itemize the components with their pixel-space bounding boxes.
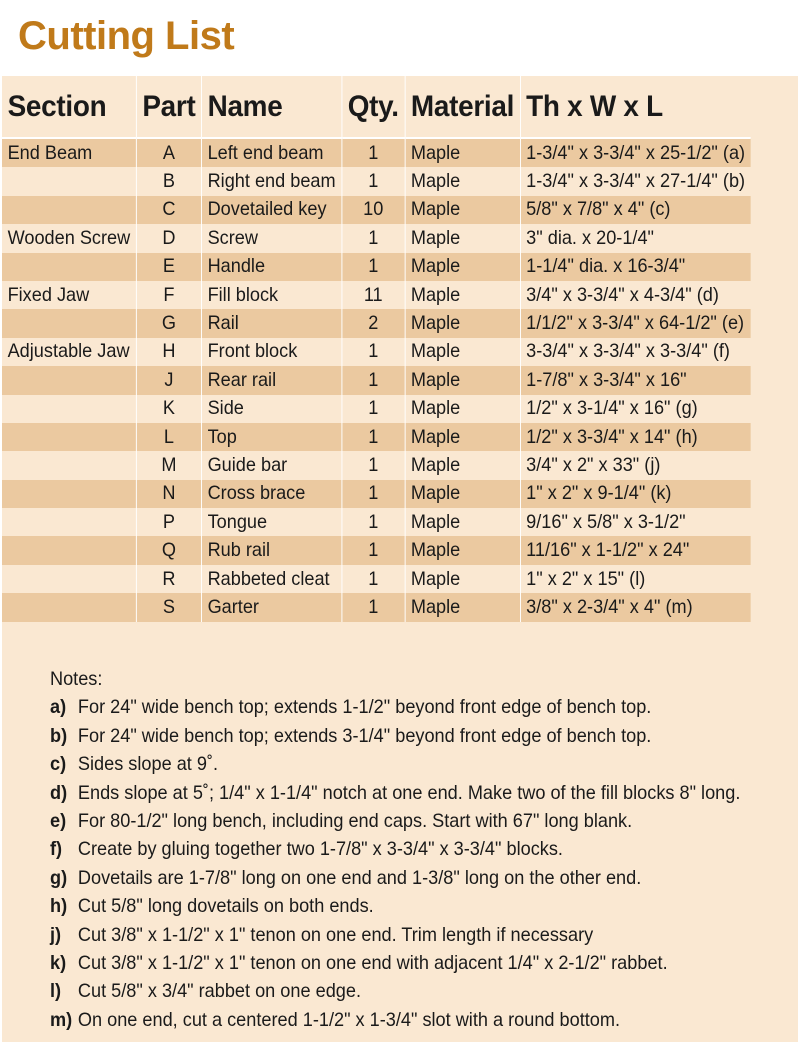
cell-part: F xyxy=(136,281,201,309)
cell-material: Maple xyxy=(405,366,520,394)
cell-name: Rabbeted cleat xyxy=(202,565,342,593)
cell-material: Maple xyxy=(405,309,520,337)
cell-dimensions: 11/16" x 1-1/2" x 24" xyxy=(526,539,690,562)
cell-name: Front block xyxy=(202,338,342,366)
cell-dimensions: 1-3/4" x 3-3/4" x 25-1/2" (a) xyxy=(520,138,751,167)
cell-name: Cross brace xyxy=(202,480,342,508)
table-row xyxy=(2,480,751,508)
cell-section xyxy=(2,536,136,564)
cell-part: E xyxy=(136,253,201,281)
table-header-row xyxy=(2,76,751,138)
header-name: Name xyxy=(202,76,342,138)
note-key: f) xyxy=(50,838,63,861)
cell-dimensions: 1" x 2" x 9-1/4" (k) xyxy=(526,482,672,505)
cell-dimensions: 3/8" x 2-3/4" x 4" (m) xyxy=(526,595,693,618)
note-item xyxy=(50,835,738,863)
cell-section xyxy=(2,366,136,394)
cell-material: Maple xyxy=(405,508,520,536)
cell-material: Maple xyxy=(405,281,520,309)
cell-section xyxy=(2,565,136,593)
table-row xyxy=(2,253,751,281)
cell-qty: 1 xyxy=(342,395,405,423)
cell-material: Maple xyxy=(405,451,520,479)
cell-section xyxy=(2,593,136,621)
cell-part: N xyxy=(136,480,201,508)
note-key: l) xyxy=(50,980,62,1003)
note-text: Cut 3/8" x 1-1/2" x 1" tenon on one end. Trim length if necessary xyxy=(77,923,594,946)
cell-dimensions: 1/1/2" x 3-3/4" x 64-1/2" (e) xyxy=(526,312,745,335)
header-dimensions: Th x W x L xyxy=(526,89,663,123)
cell-part: D xyxy=(136,224,201,252)
note-item xyxy=(50,693,738,721)
cell-qty: 1 xyxy=(342,508,405,536)
cell-name: Fill block xyxy=(202,281,342,309)
notes-heading: Notes: xyxy=(50,668,103,690)
table-row xyxy=(2,395,751,423)
cell-material: Maple xyxy=(405,593,520,621)
cell-qty: 1 xyxy=(342,451,405,479)
table-row xyxy=(2,536,751,564)
cell-name: Tongue xyxy=(202,508,342,536)
cell-dimensions: 3" dia. x 20-1/4" xyxy=(526,226,654,249)
cell-section xyxy=(2,508,136,536)
header-section: Section xyxy=(2,76,136,138)
table-row xyxy=(2,224,751,252)
note-key: e) xyxy=(50,810,67,833)
cell-part: B xyxy=(136,167,201,195)
cell-qty: 1 xyxy=(342,366,405,394)
cell-part: G xyxy=(136,309,201,337)
note-key: k) xyxy=(50,952,67,975)
cell-material: Maple xyxy=(405,565,520,593)
note-item xyxy=(50,977,738,1005)
table-row xyxy=(2,138,751,167)
note-text: Cut 3/8" x 1-1/2" x 1" tenon on one end with adjacent 1/4" x 2-1/2" rabbet. xyxy=(77,952,668,975)
cell-name: Rear rail xyxy=(202,366,342,394)
cell-name: Side xyxy=(202,395,342,423)
cell-name: Top xyxy=(202,423,342,451)
cell-part: S xyxy=(136,593,201,621)
table-row xyxy=(2,423,751,451)
table-row xyxy=(2,593,751,621)
cell-material: Maple xyxy=(405,395,520,423)
note-item xyxy=(50,779,741,807)
cell-qty: 2 xyxy=(342,309,405,337)
cell-section: Wooden Screw xyxy=(2,224,136,252)
cell-qty: 1 xyxy=(342,536,405,564)
note-item xyxy=(50,921,738,949)
cell-name: Rub rail xyxy=(202,536,342,564)
cell-dimensions: 3/4" x 2" x 33" (j) xyxy=(526,453,661,476)
cell-dimensions: 1-3/4" x 3-3/4" x 27-1/4" (b) xyxy=(526,170,746,193)
note-text: For 80-1/2" long bench, including end caps. Start with 67" long blank. xyxy=(77,810,633,833)
note-item xyxy=(50,750,738,778)
cell-qty: 1 xyxy=(342,565,405,593)
cell-section: Adjustable Jaw xyxy=(2,338,136,366)
note-item xyxy=(50,807,738,835)
cell-section xyxy=(2,480,136,508)
table-row xyxy=(2,196,751,224)
note-text: Ends slope at 5˚; 1/4" x 1-1/4" notch at one end. Make two of the fill blocks 8" long. xyxy=(77,781,741,804)
cell-dimensions: 3-3/4" x 3-3/4" x 3-3/4" (f) xyxy=(526,340,730,363)
note-key: m) xyxy=(50,1008,73,1031)
cell-part: P xyxy=(136,508,201,536)
cell-qty: 1 xyxy=(342,224,405,252)
cell-qty: 1 xyxy=(342,480,405,508)
table-row xyxy=(2,366,751,394)
cell-dimensions: 1/2" x 3-3/4" x 14" (h) xyxy=(526,425,698,448)
note-text: Dovetails are 1-7/8" long on one end and 1-3/8" long on the other end. xyxy=(77,866,642,889)
cell-qty: 1 xyxy=(342,423,405,451)
note-text: For 24" wide bench top; extends 1-1/2" beyond front edge of bench top. xyxy=(77,696,652,719)
cell-section: End Beam xyxy=(2,138,136,167)
cell-section xyxy=(2,167,136,195)
note-item xyxy=(50,949,738,977)
note-key: h) xyxy=(50,895,68,918)
cell-dimensions: 1" x 2" x 15" (l) xyxy=(526,567,646,590)
cell-dimensions: 1/2" x 3-1/4" x 16" (g) xyxy=(526,397,698,420)
cutting-list-table xyxy=(2,76,751,622)
cell-name: Handle xyxy=(202,253,342,281)
cell-qty: 1 xyxy=(342,338,405,366)
cell-qty: 1 xyxy=(342,167,405,195)
cell-part: K xyxy=(136,395,201,423)
cell-qty: 1 xyxy=(342,138,405,167)
table-row xyxy=(2,338,751,366)
cell-section xyxy=(2,309,136,337)
header-material: Material xyxy=(405,76,520,138)
cell-dimensions: 3/4" x 3-3/4" x 4-3/4" (d) xyxy=(526,283,719,306)
cell-section xyxy=(2,423,136,451)
cell-material: Maple xyxy=(405,423,520,451)
cell-qty: 1 xyxy=(342,253,405,281)
cell-section xyxy=(2,395,136,423)
note-item xyxy=(50,722,738,750)
cell-part: R xyxy=(136,565,201,593)
cell-part: H xyxy=(136,338,201,366)
cell-dimensions: 5/8" x 7/8" x 4" (c) xyxy=(526,198,671,221)
cell-section: Fixed Jaw xyxy=(2,281,136,309)
cell-name: Rail xyxy=(202,309,342,337)
note-text: Cut 5/8" x 3/4" rabbet on one edge. xyxy=(77,980,361,1003)
header-qty: Qty. xyxy=(342,76,405,138)
cell-part: M xyxy=(136,451,201,479)
cell-name: Left end beam xyxy=(202,138,342,167)
note-text: For 24" wide bench top; extends 3-1/4" beyond front edge of bench top. xyxy=(77,724,652,747)
cell-part: J xyxy=(136,366,201,394)
cell-name: Garter xyxy=(202,593,342,621)
cell-name: Guide bar xyxy=(202,451,342,479)
note-text: Create by gluing together two 1-7/8" x 3-3/4" x 3-3/4" blocks. xyxy=(77,838,563,861)
note-text: Sides slope at 9˚. xyxy=(77,753,219,776)
table-row xyxy=(2,451,751,479)
cell-dimensions: 1-1/4" dia. x 16-3/4" xyxy=(526,255,686,278)
cell-name: Right end beam xyxy=(202,167,342,195)
cell-part: C xyxy=(136,196,201,224)
cell-qty: 10 xyxy=(342,196,405,224)
header-part: Part xyxy=(136,76,201,138)
note-key: c) xyxy=(50,753,67,776)
cell-material: Maple xyxy=(405,253,520,281)
note-key: b) xyxy=(50,724,68,747)
table-row xyxy=(2,281,751,309)
table-row xyxy=(2,565,751,593)
cell-qty: 11 xyxy=(342,281,405,309)
cell-part: L xyxy=(136,423,201,451)
cell-dimensions: 1-7/8" x 3-3/4" x 16" xyxy=(526,368,687,391)
cell-dimensions: 9/16" x 5/8" x 3-1/2" xyxy=(526,510,686,533)
cell-material: Maple xyxy=(405,536,520,564)
cell-material: Maple xyxy=(405,480,520,508)
note-key: g) xyxy=(50,866,68,889)
note-item xyxy=(50,892,738,920)
note-text: Cut 5/8" long dovetails on both ends. xyxy=(77,895,374,918)
cell-section xyxy=(2,196,136,224)
cell-qty: 1 xyxy=(342,593,405,621)
note-key: a) xyxy=(50,696,67,719)
cell-name: Screw xyxy=(202,224,342,252)
cell-section xyxy=(2,253,136,281)
cell-part: A xyxy=(136,138,201,167)
cell-section xyxy=(2,451,136,479)
note-key: j) xyxy=(50,923,62,946)
cell-material: Maple xyxy=(405,138,520,167)
cell-material: Maple xyxy=(405,196,520,224)
cell-material: Maple xyxy=(405,224,520,252)
cell-part: Q xyxy=(136,536,201,564)
page-title: Cutting List xyxy=(18,14,235,58)
cell-material: Maple xyxy=(405,167,520,195)
notes-section xyxy=(50,665,790,1034)
table-row xyxy=(2,167,751,195)
table-row xyxy=(2,309,751,337)
cell-name: Dovetailed key xyxy=(202,196,342,224)
note-item xyxy=(50,864,738,892)
cell-material: Maple xyxy=(405,338,520,366)
note-text: On one end, cut a centered 1-1/2" x 1-3/4" slot with a round bottom. xyxy=(77,1008,621,1031)
table-row xyxy=(2,508,751,536)
note-item xyxy=(50,1006,738,1034)
note-key: d) xyxy=(50,781,68,804)
